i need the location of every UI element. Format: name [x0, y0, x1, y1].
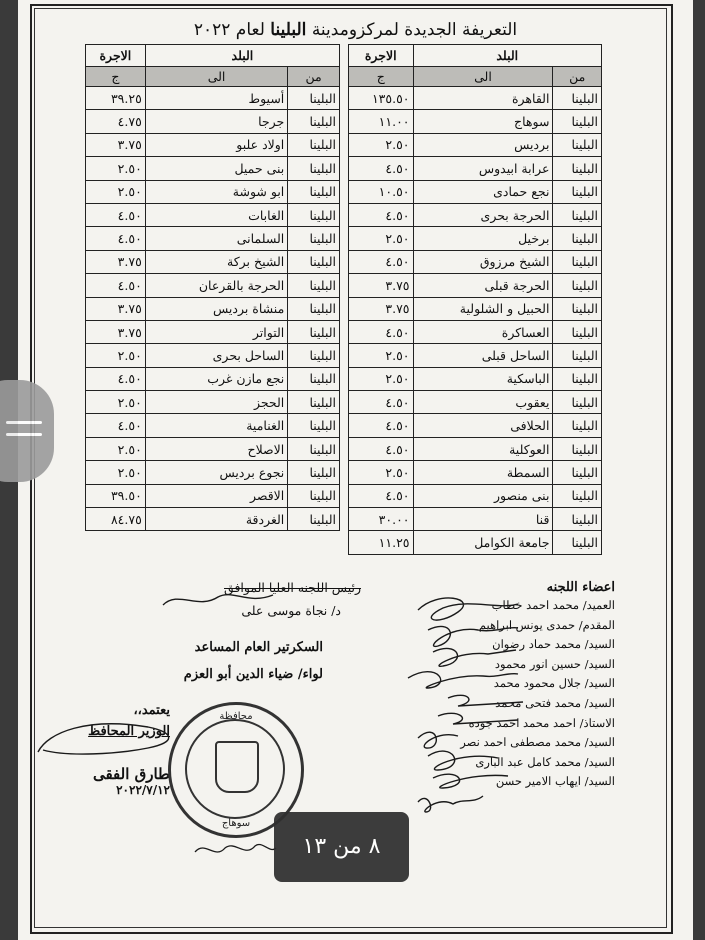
table-row	[86, 437, 340, 460]
cell-to: برخيل	[413, 227, 553, 250]
committee-member: السيد/ محمد مصطفى احمد نصر	[460, 735, 615, 750]
cell-from: البلينا	[288, 297, 340, 320]
table-row	[349, 274, 602, 297]
cell-fare: ٤.٥٠	[349, 320, 414, 343]
committee-member: الاستاذ/ احمد محمد احمد جوده	[468, 715, 615, 730]
cell-to: يعقوب	[413, 391, 553, 414]
committee-member: السيد/ جلال محمود محمد	[493, 676, 615, 691]
cell-fare: ٢.٥٠	[86, 461, 146, 484]
cell-fare: ٤.٥٠	[349, 437, 414, 460]
assistant-secretary-block	[184, 640, 323, 682]
cell-from: البلينا	[553, 414, 602, 437]
cell-fare: ٢.٥٠	[349, 367, 414, 390]
cell-from: البلينا	[553, 461, 602, 484]
cell-to: العوكلية	[413, 437, 553, 460]
cell-from: البلينا	[553, 157, 602, 180]
page-indicator: ٨ من ١٣	[274, 812, 409, 882]
page-title: التعريفة الجديدة لمركزومدينة البلينا لعام ٢٠٢٢	[193, 20, 518, 40]
table-row	[86, 391, 340, 414]
seal-bottom-text: سوهاج	[221, 818, 251, 829]
cell-from: البلينا	[288, 110, 340, 133]
cell-to: نجوع برديس	[145, 461, 287, 484]
cell-to: الحرجة بالقرعان	[145, 274, 287, 297]
committee-member: السيد/ محمد كامل عبد البارى	[475, 754, 615, 769]
cell-from: البلينا	[553, 133, 602, 156]
cell-fare: ٤.٥٠	[349, 250, 414, 273]
cell-to: العساكرة	[413, 320, 553, 343]
cell-fare: ١٣٥.٥٠	[349, 87, 414, 110]
cell-to: الغردقة	[145, 508, 287, 531]
table-row	[86, 461, 340, 484]
assistant-title: السكرتير العام المساعد	[194, 640, 323, 655]
cell-to: الغنامية	[145, 414, 287, 437]
cell-from: البلينا	[553, 110, 602, 133]
cell-fare: ١٠.٥٠	[349, 180, 414, 203]
cell-from: البلينا	[553, 484, 602, 507]
table-row	[86, 484, 340, 507]
col-header-to: الى	[413, 67, 553, 87]
committee-member: السيد/ محمد فتحى محمد	[495, 695, 615, 710]
cell-fare: ٢.٥٠	[349, 461, 414, 484]
table-row	[349, 180, 602, 203]
cell-fare: ٣.٧٥	[86, 297, 146, 320]
cell-to: القاهرة	[413, 87, 553, 110]
table-row	[86, 297, 340, 320]
col-header-fare: الاجرة	[349, 45, 414, 67]
cell-to: الساحل قبلى	[413, 344, 553, 367]
cell-to: الحرجة بحرى	[413, 203, 553, 226]
cell-from: البلينا	[553, 437, 602, 460]
table-row	[86, 414, 340, 437]
cell-from: البلينا	[288, 274, 340, 297]
seal-top-text: محافظة	[219, 711, 253, 722]
cell-fare: ٤.٥٠	[86, 414, 146, 437]
assistant-name: لواء/ ضياء الدين أبو العزم	[183, 667, 323, 682]
cell-from: البلينا	[288, 203, 340, 226]
document-page	[18, 0, 693, 940]
cell-from: البلينا	[288, 250, 340, 273]
committee-signatures	[398, 590, 538, 820]
cell-from: البلينا	[288, 391, 340, 414]
chair-signature	[158, 585, 278, 615]
table-row	[86, 180, 340, 203]
table-row	[349, 344, 602, 367]
table-row	[349, 508, 602, 531]
cell-fare: ١١.٠٠	[349, 110, 414, 133]
cell-fare: ٤.٥٠	[86, 203, 146, 226]
cell-fare: ٤.٥٠	[349, 414, 414, 437]
table-row	[86, 157, 340, 180]
table-row	[86, 320, 340, 343]
cell-fare: ٢.٥٠	[86, 437, 146, 460]
table-row	[349, 437, 602, 460]
cell-to: الحبيل و الشلولية	[413, 297, 553, 320]
cell-fare: ٤.٥٠	[86, 274, 146, 297]
approval-word: يعتمد،،	[133, 703, 170, 718]
committee-member: السيد/ حسين انور محمود	[494, 656, 615, 671]
cell-from: البلينا	[288, 320, 340, 343]
cell-from: البلينا	[553, 320, 602, 343]
table-row	[86, 508, 340, 531]
cell-to: الباسكية	[413, 367, 553, 390]
cell-from: البلينا	[553, 344, 602, 367]
governor-signature	[28, 712, 188, 772]
cell-fare: ٣٠.٠٠	[349, 508, 414, 531]
table-row	[349, 133, 602, 156]
cell-to: نجع حمادى	[413, 180, 553, 203]
col-header-to: الى	[145, 67, 287, 87]
cell-from: البلينا	[553, 367, 602, 390]
committee-heading: اعضاء اللجنه	[546, 580, 615, 595]
cell-fare: ٤.٥٠	[86, 227, 146, 250]
cell-fare: ٤.٥٠	[349, 484, 414, 507]
cell-from: البلينا	[288, 87, 340, 110]
table-row	[86, 227, 340, 250]
table-row	[349, 227, 602, 250]
cell-fare: ١١.٢٥	[349, 531, 414, 554]
cell-from: البلينا	[288, 437, 340, 460]
cell-to: اولاد علبو	[145, 133, 287, 156]
cell-fare: ٨٤.٧٥	[86, 508, 146, 531]
cell-from: البلينا	[288, 414, 340, 437]
cell-to: الشيخ مرزوق	[413, 250, 553, 273]
cell-from: البلينا	[553, 508, 602, 531]
cell-from: البلينا	[553, 250, 602, 273]
cell-to: الغابات	[145, 203, 287, 226]
cell-fare: ٤.٥٠	[349, 157, 414, 180]
chair-name: د/ نجاة موسى على	[241, 603, 341, 618]
table-row	[86, 133, 340, 156]
table-row	[86, 203, 340, 226]
cell-fare: ٣.٧٥	[86, 250, 146, 273]
cell-to: الشيخ بركة	[145, 250, 287, 273]
cell-from: البلينا	[288, 133, 340, 156]
cell-fare: ٢.٥٠	[349, 227, 414, 250]
fare-table-right	[348, 44, 602, 555]
cell-to: الاصلاح	[145, 437, 287, 460]
cell-fare: ٤.٥٠	[349, 203, 414, 226]
cell-to: نجع مازن غرب	[145, 367, 287, 390]
table-row	[349, 484, 602, 507]
table-row	[349, 203, 602, 226]
table-row	[349, 87, 602, 110]
cell-to: منشاة برديس	[145, 297, 287, 320]
cell-from: البلينا	[288, 484, 340, 507]
cell-from: البلينا	[288, 461, 340, 484]
cell-from: البلينا	[288, 344, 340, 367]
cell-from: البلينا	[553, 297, 602, 320]
cell-fare: ٣.٧٥	[86, 133, 146, 156]
table-row	[349, 297, 602, 320]
table-row	[349, 320, 602, 343]
cell-from: البلينا	[553, 203, 602, 226]
cell-from: البلينا	[288, 227, 340, 250]
col-header-currency: ج	[86, 67, 146, 87]
committee-member: السيد/ محمد حماد رضوان	[492, 637, 615, 652]
table-row	[349, 250, 602, 273]
cell-to: قنا	[413, 508, 553, 531]
table-row	[86, 367, 340, 390]
committee-member: السيد/ ايهاب الامير حسن	[495, 774, 615, 789]
committee-member: العميد/ محمد احمد خطاب	[491, 598, 615, 612]
cell-from: البلينا	[553, 274, 602, 297]
cell-from: البلينا	[288, 180, 340, 203]
table-row	[349, 391, 602, 414]
col-header-fare: الاجرة	[86, 45, 146, 67]
col-header-currency: ج	[349, 67, 414, 87]
cell-to: الحجز	[145, 391, 287, 414]
cell-fare: ٣.٧٥	[349, 297, 414, 320]
chair-title: رئيس اللجنه العليا الموافق	[224, 580, 361, 595]
cell-from: البلينا	[288, 367, 340, 390]
cell-from: البلينا	[553, 531, 602, 554]
table-row	[349, 414, 602, 437]
cell-to: الساحل بحرى	[145, 344, 287, 367]
cell-to: جرجا	[145, 110, 287, 133]
cell-to: الاقصر	[145, 484, 287, 507]
table-row	[349, 461, 602, 484]
cell-fare: ٣.٧٥	[349, 274, 414, 297]
table-row	[349, 110, 602, 133]
cell-fare: ٣.٧٥	[86, 320, 146, 343]
table-row	[86, 110, 340, 133]
governor-date: ٢٠٢٢/٧/١٢	[116, 783, 170, 797]
governor-name: طارق الفقى	[92, 765, 170, 783]
committee-member: المقدم/ حمدى يونس ابراهيم	[478, 617, 615, 632]
table-row	[86, 87, 340, 110]
cell-fare: ٢.٥٠	[349, 133, 414, 156]
cell-fare: ٢.٥٠	[349, 344, 414, 367]
col-header-from: من	[553, 67, 602, 87]
menu-handle[interactable]	[0, 380, 54, 482]
cell-fare: ٤.٥٠	[349, 391, 414, 414]
cell-from: البلينا	[553, 227, 602, 250]
cell-to: عرابة ابيدوس	[413, 157, 553, 180]
governor-title: الوزير المحافظ	[88, 724, 170, 739]
seal-scribble	[190, 838, 280, 862]
cell-fare: ٣٩.٢٥	[86, 87, 146, 110]
eagle-emblem-icon	[215, 741, 259, 793]
hamburger-icon	[6, 421, 42, 424]
cell-from: البلينا	[288, 508, 340, 531]
cell-to: جامعة الكوامل	[413, 531, 553, 554]
cell-to: السمطة	[413, 461, 553, 484]
cell-fare: ٢.٥٠	[86, 157, 146, 180]
cell-to: بنى حميل	[145, 157, 287, 180]
table-row	[86, 344, 340, 367]
cell-to: الحرجة قبلى	[413, 274, 553, 297]
fare-table-left	[85, 44, 340, 531]
table-row	[349, 157, 602, 180]
cell-to: التواتر	[145, 320, 287, 343]
cell-to: برديس	[413, 133, 553, 156]
col-header-country: البلد	[413, 45, 601, 67]
cell-fare: ٢.٥٠	[86, 344, 146, 367]
cell-to: أسيوط	[145, 87, 287, 110]
cell-fare: ٤.٥٠	[86, 367, 146, 390]
cell-from: البلينا	[288, 157, 340, 180]
hamburger-icon-line	[6, 433, 42, 436]
table-row	[349, 531, 602, 554]
cell-fare: ٣٩.٥٠	[86, 484, 146, 507]
cell-to: بنى منصور	[413, 484, 553, 507]
cell-fare: ٢.٥٠	[86, 180, 146, 203]
cell-to: الحلافى	[413, 414, 553, 437]
cell-from: البلينا	[553, 391, 602, 414]
col-header-from: من	[288, 67, 340, 87]
col-header-country: البلد	[145, 45, 339, 67]
cell-from: البلينا	[553, 87, 602, 110]
cell-to: السلمانى	[145, 227, 287, 250]
cell-fare: ٢.٥٠	[86, 391, 146, 414]
table-row	[86, 250, 340, 273]
table-row	[86, 274, 340, 297]
cell-to: ابو شوشة	[145, 180, 287, 203]
cell-from: البلينا	[553, 180, 602, 203]
table-row	[349, 367, 602, 390]
cell-fare: ٤.٧٥	[86, 110, 146, 133]
cell-to: سوهاج	[413, 110, 553, 133]
